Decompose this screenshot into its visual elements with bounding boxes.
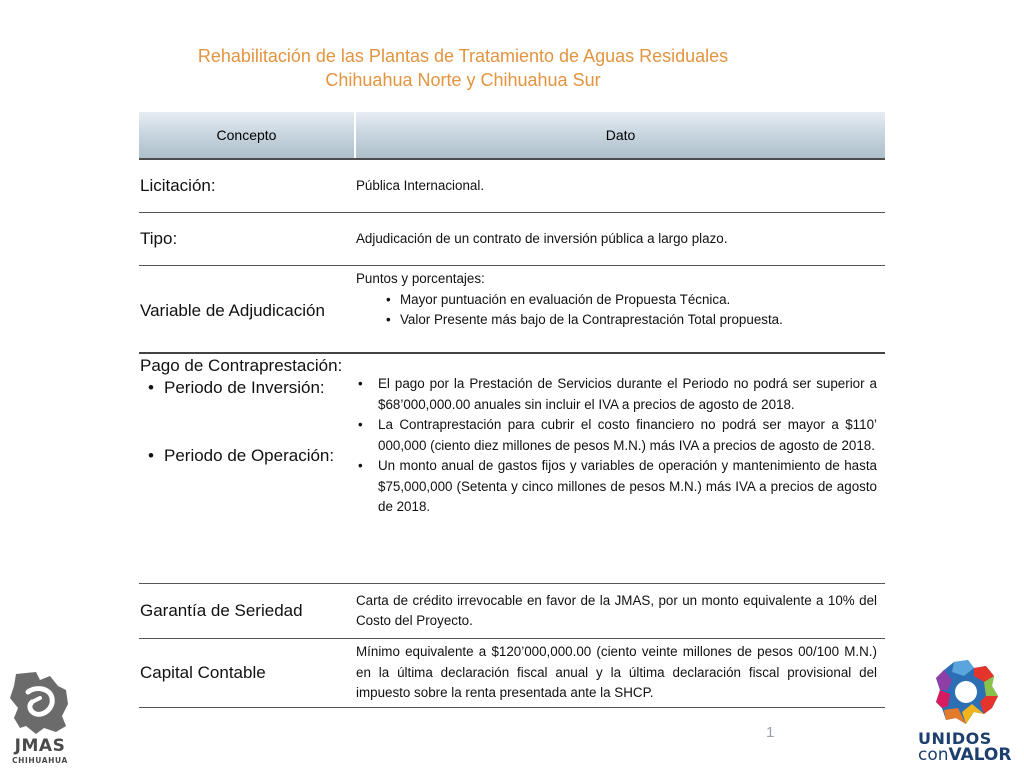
table-row <box>139 266 885 354</box>
dato-capital: Mínimo equivalente a $120’000,000.00 (ciento veinte millones de pesos 00/100 M.N.) en la última declaración fiscal anual y la última declaración fiscal provisional del impuesto sobre la renta presentada ante la SHCP. <box>355 639 885 708</box>
list-item: • Valor Presente más bajo de la Contraprestación Total propuesta. <box>380 310 877 331</box>
concept-garantia: Garantía de Seriedad <box>139 584 355 639</box>
concept-pago-label: Pago de Contraprestación: <box>140 356 343 375</box>
table-row <box>139 639 885 708</box>
dato-garantia: Carta de crédito irrevocable en favor de la JMAS, por un monto equivalente a 10% del Costo del Proyecto. <box>355 584 885 639</box>
jmas-logo-icon <box>6 668 74 736</box>
header-dato: Dato <box>355 112 885 159</box>
jmas-logo-text: JMAS <box>14 736 66 756</box>
concept-variable: Variable de Adjudicación <box>139 266 355 354</box>
unidos-con-valor-logo <box>914 656 1022 764</box>
concept-licitacion: Licitación: <box>139 159 355 213</box>
data-table <box>139 112 885 708</box>
unidos-con-valor-logo-icon <box>914 656 1022 730</box>
page-number: 1 <box>766 724 775 741</box>
list-item: • Un monto anual de gastos fijos y variables de operación y mantenimiento de hasta $75,000,000 (Setenta y cinco millones de pesos M.N.) más IVA a precios de agosto de 2018. <box>356 456 877 518</box>
table-row <box>139 353 885 584</box>
jmas-logo-subtext: CHIHUAHUA <box>12 756 68 765</box>
unidos-logo-text: UNIDOS <box>918 729 992 748</box>
jmas-logo <box>6 668 74 764</box>
concept-periodo-operacion: • Periodo de Operación: <box>140 446 355 466</box>
dato-licitacion: Pública Internacional. <box>355 159 885 213</box>
table-row <box>139 159 885 213</box>
variable-intro: Puntos y porcentajes: <box>356 271 485 286</box>
table-row <box>139 213 885 266</box>
table-header-row <box>139 112 885 159</box>
list-item: • La Contraprestación para cubrir el costo financiero no podrá ser mayor a $110’ 000,000 (ciento diez millones de pesos M.N.) más IVA a precios de agosto de 2018. <box>356 415 877 456</box>
dato-pago <box>355 353 885 584</box>
table-row <box>139 584 885 639</box>
page-title <box>120 44 806 92</box>
concept-capital: Capital Contable <box>139 639 355 708</box>
valor-text: VALOR <box>948 745 1012 765</box>
concept-tipo: Tipo: <box>139 213 355 266</box>
dato-tipo: Adjudicación de un contrato de inversión pública a largo plazo. <box>355 213 885 266</box>
dato-variable <box>355 266 885 354</box>
title-line-1: Rehabilitación de las Plantas de Tratamiento de Aguas Residuales <box>197 46 729 66</box>
con-text: con <box>918 745 949 765</box>
concept-pago <box>139 353 355 584</box>
concept-periodo-inversion: • Periodo de Inversión: <box>140 378 355 398</box>
pago-list <box>356 374 877 518</box>
list-item: • Mayor puntuación en evaluación de Propuesta Técnica. <box>380 290 877 311</box>
variable-list <box>356 290 877 331</box>
con-valor-logo-text <box>918 746 1011 764</box>
header-concepto: Concepto <box>139 112 355 159</box>
list-item: • El pago por la Prestación de Servicios durante el Periodo no podrá ser superior a $68’000,000.00 anuales sin incluir el IVA a precios de agosto de 2018. <box>356 374 877 415</box>
title-line-2: Chihuahua Norte y Chihuahua Sur <box>325 70 601 90</box>
